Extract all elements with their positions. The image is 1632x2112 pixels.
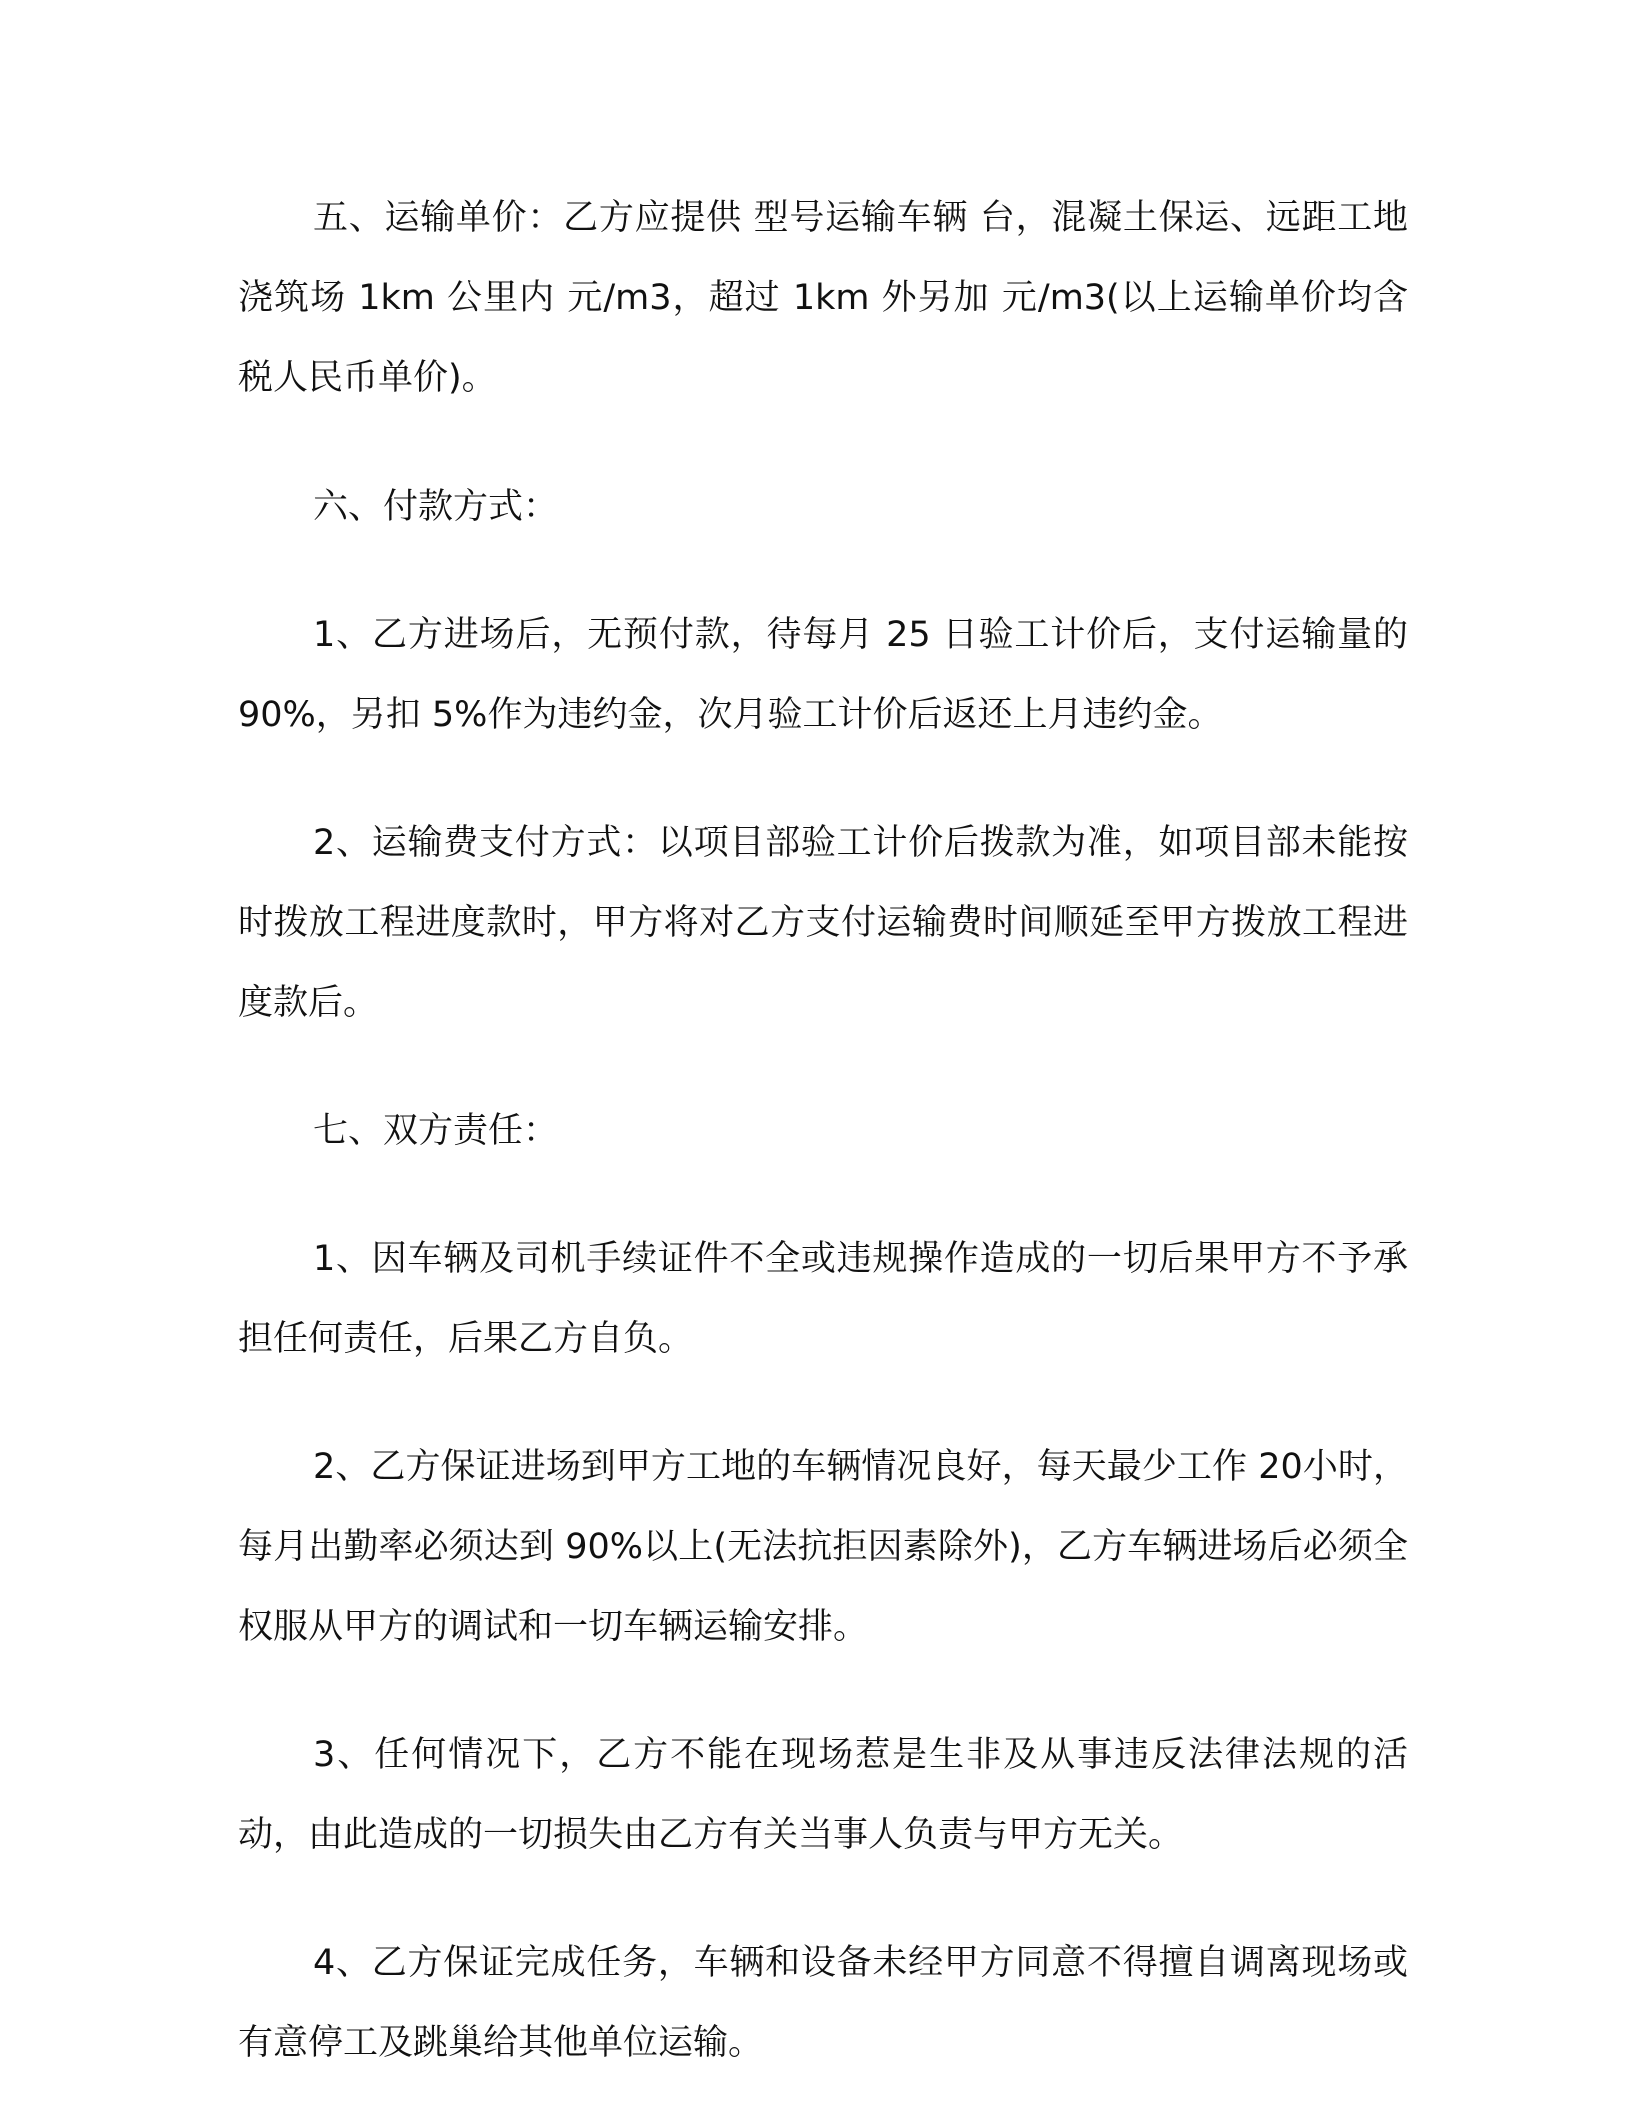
section-7-heading-responsibilities: 七、双方责任： [313,1111,559,1151]
section-6-clause-2: 2、运输费支付方式：以项目部验工计价后拨款为准，如项目部未能按时拨放工程进度款时，甲方将对乙方支付运输费时间顺延至甲方拨放工程进度款后。 [238,823,1408,1023]
document-body [238,178,1408,2083]
section-5-transport-price: 五、运输单价：乙方应提供 型号运输车辆 台，混凝土保运、远距工地浇筑场 1km 公里内 元/m3，超过 1km 外另加 元/m3(以上运输单价均含税人民币单价)。 [238,198,1408,398]
section-7-clause-3: 3、任何情况下，乙方不能在现场惹是生非及从事违反法律法规的活动，由此造成的一切损失由乙方有关当事人负责与甲方无关。 [238,1735,1408,1855]
section-6-heading-payment: 六、付款方式： [313,487,559,527]
section-7-clause-2: 2、乙方保证进场到甲方工地的车辆情况良好，每天最少工作 20小时，每月出勤率必须达到 90%以上(无法抗拒因素除外)，乙方车辆进场后必须全权服从甲方的调试和一切车辆运输安排。 [238,1447,1408,1647]
section-7-clause-4: 4、乙方保证完成任务，车辆和设备未经甲方同意不得擅自调离现场或有意停工及跳巢给其他单位运输。 [238,1943,1408,2063]
section-7-clause-1: 1、因车辆及司机手续证件不全或违规操作造成的一切后果甲方不予承担任何责任，后果乙方自负。 [238,1239,1408,1359]
section-6-clause-1: 1、乙方进场后，无预付款，待每月 25 日验工计价后，支付运输量的 90%，另扣 5%作为违约金，次月验工计价后返还上月违约金。 [238,615,1408,735]
